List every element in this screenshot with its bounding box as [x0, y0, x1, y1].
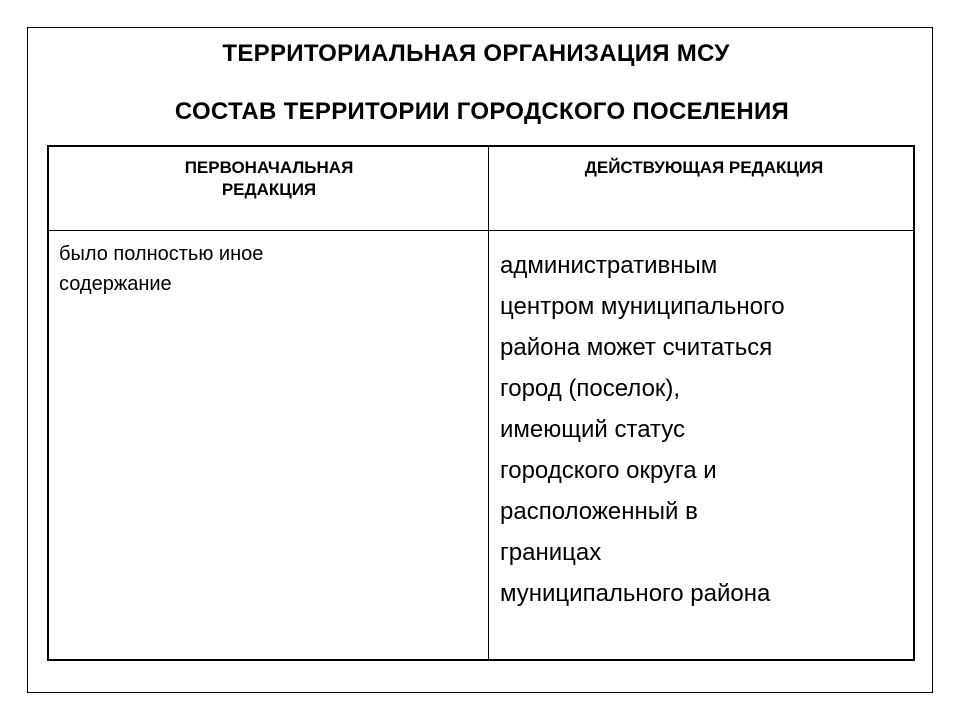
- cell-original-edition: было полностью иное содержание: [59, 243, 264, 295]
- header-original-label: ПЕРВОНАЧАЛЬНАЯ РЕДАКЦИЯ: [184, 158, 354, 199]
- cell-current-edition: административным центром муниципального района может считаться город (поселок), имеющий статус городского округа и расположенный в границах муниципального района: [500, 252, 785, 607]
- header-divider: [49, 230, 913, 231]
- header-current-edition: [499, 157, 909, 179]
- slide-title: ТЕРРИТОРИАЛЬНАЯ ОРГАНИЗАЦИЯ МСУ: [222, 40, 730, 67]
- header-current-label: ДЕЙСТВУЮЩАЯ РЕДАКЦИЯ: [584, 158, 824, 177]
- slide-subtitle: СОСТАВ ТЕРРИТОРИИ ГОРОДСКОГО ПОСЕЛЕНИЯ: [174, 98, 790, 125]
- comparison-table: [47, 145, 915, 661]
- header-original-edition: [89, 157, 449, 201]
- column-divider: [488, 147, 489, 659]
